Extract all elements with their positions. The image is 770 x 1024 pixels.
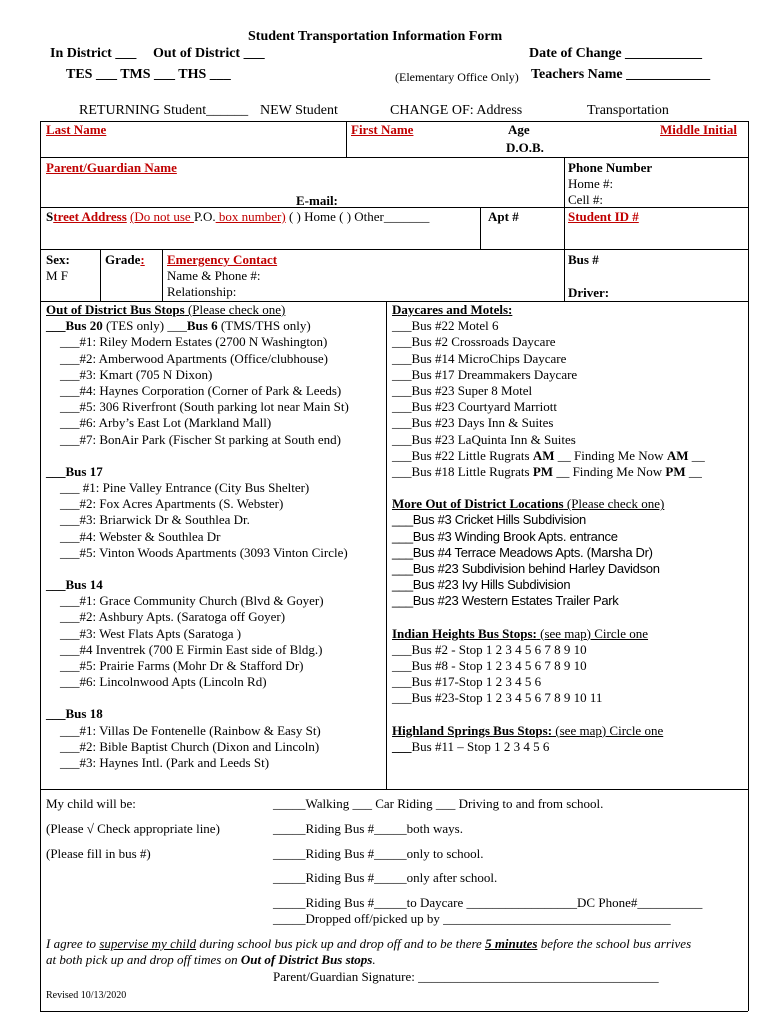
last-name-label: Last Name xyxy=(46,122,107,137)
bus20-stops-list xyxy=(46,334,349,447)
home-phone-label: Home #: xyxy=(568,176,614,191)
relationship-label: Relationship: xyxy=(167,284,237,299)
more-location-option[interactable]: ___Bus #23 Subdivision behind Harley Davidson xyxy=(392,561,660,577)
bus18-stops-list xyxy=(46,723,349,772)
option-text-segment: __ Finding Me Now xyxy=(553,464,666,480)
name-phone-label: Name & Phone #: xyxy=(167,268,261,283)
age-label: Age xyxy=(508,122,530,137)
bus14-stop-option[interactable]: ___#1: Grace Community Church (Blvd & Goyer) xyxy=(60,593,324,609)
date-of-change-field[interactable]: Date of Change ___________ xyxy=(529,46,703,61)
school-checkboxes[interactable]: TES ___ TMS ___ THS ___ xyxy=(66,67,231,82)
daycare-option[interactable]: ___Bus #17 Dreammakers Daycare xyxy=(392,366,578,382)
apt-label: Apt # xyxy=(488,209,519,224)
daycares-heading: Daycares and Motels: xyxy=(392,302,513,317)
more-location-option[interactable]: ___Bus #4 Terrace Meadows Apts. (Marsha Dr) xyxy=(392,544,653,560)
returning-student-option[interactable]: RETURNING Student______ xyxy=(79,103,249,118)
bus17-stop-option[interactable]: ___#2: Fox Acres Apartments (S. Webster) xyxy=(60,496,284,512)
bus20-stop-option[interactable]: ___#5: 306 Riverfront (South parking lot near Main St) xyxy=(60,399,349,415)
bus17-option[interactable]: ___Bus 17 xyxy=(46,463,103,479)
please-check-note: (Please √ Check appropriate line) xyxy=(46,821,220,836)
indian-heights-stop-option[interactable]: ___Bus #2 - Stop 1 2 3 4 5 6 7 8 9 10 xyxy=(392,641,587,657)
highland-bus11-option[interactable]: ___Bus #11 – Stop 1 2 3 4 5 6 xyxy=(392,738,550,754)
emergency-contact-label: Emergency Contact xyxy=(167,252,278,267)
daycare-option[interactable]: ___Bus #23 Courtyard Marriott xyxy=(392,399,558,415)
option-text-segment: (TMS/THS only) xyxy=(217,318,311,334)
revised-date: Revised 10/13/2020 xyxy=(46,990,127,1001)
bus14-stop-option[interactable]: ___#3: West Flats Apts (Saratoga ) xyxy=(60,625,242,641)
more-locations-heading: More Out of District Locations (Please check one) xyxy=(392,496,665,512)
bus20-stop-option[interactable]: ___#4: Haynes Corporation (Corner of Park & Leeds) xyxy=(60,383,342,399)
bus20-stop-option[interactable]: ___#7: BonAir Park (Fischer St parking at South end) xyxy=(60,431,341,447)
elementary-office-note: (Elementary Office Only) xyxy=(395,70,519,84)
rugrats-pm-option[interactable] xyxy=(392,464,705,480)
change-of-address-option[interactable]: CHANGE OF: Address xyxy=(390,103,523,118)
bus14-stops-list xyxy=(46,593,349,690)
option-text-segment: __ xyxy=(688,447,705,463)
more-location-option[interactable]: ___Bus #23 Western Estates Trailer Park xyxy=(392,593,619,609)
option-text-segment: ___Bus #22 Little Rugrats xyxy=(392,447,533,463)
option-text-segment: ___Bus 20 xyxy=(46,318,103,334)
dropped-off-option[interactable]: _____Dropped off/picked up by ___________________________________ xyxy=(273,911,671,926)
bus17-stop-option[interactable]: ___#5: Vinton Woods Apartments (3093 Vinton Circle) xyxy=(60,544,348,560)
please-fill-note: (Please fill in bus #) xyxy=(46,846,151,861)
parent-signature-field[interactable]: Parent/Guardian Signature: _____________________________________ xyxy=(273,969,659,984)
in-district-field[interactable]: In District ___ xyxy=(50,46,137,61)
bus14-stop-option[interactable]: ___#5: Prairie Farms (Mohr Dr & Stafford Dr) xyxy=(60,658,304,674)
middle-initial-label: Middle Initial xyxy=(660,122,737,137)
riding-only-to-school-option[interactable]: _____Riding Bus #_____only to school. xyxy=(273,846,484,861)
daycare-option[interactable]: ___Bus #23 Days Inn & Suites xyxy=(392,415,554,431)
rugrats-am-option[interactable] xyxy=(392,448,705,464)
daycare-option[interactable]: ___Bus #22 Motel 6 xyxy=(392,318,499,334)
bus17-stops-list xyxy=(46,480,349,561)
my-child-label: My child will be: xyxy=(46,796,136,811)
daycare-option[interactable]: ___Bus #14 MicroChips Daycare xyxy=(392,350,567,366)
parent-guardian-name-label: Parent/Guardian Name xyxy=(46,160,177,175)
option-text-segment: PM xyxy=(532,464,554,480)
bus20-stop-option[interactable]: ___#3: Kmart (705 N Dixon) xyxy=(60,366,213,382)
bus20-bus6-options[interactable] xyxy=(46,318,349,334)
bus14-stop-option[interactable]: ___#2: Ashbury Apts. (Saratoga off Goyer) xyxy=(60,609,286,625)
first-name-label: First Name xyxy=(351,122,414,137)
riding-both-ways-option[interactable]: _____Riding Bus #_____both ways. xyxy=(273,821,463,836)
bus14-stop-option[interactable]: ___#6: Lincolnwood Apts (Lincoln Rd) xyxy=(60,674,267,690)
bus18-stop-option[interactable]: ___#1: Villas De Fontenelle (Rainbow & Easy St) xyxy=(60,722,321,738)
daycare-option[interactable]: ___Bus #23 LaQuinta Inn & Suites xyxy=(392,431,576,447)
bus14-stop-option[interactable]: ___#4 Inventrek (700 E Firmin East side of Bldg.) xyxy=(60,641,323,657)
indian-heights-stop-option[interactable]: ___Bus #23-Stop 1 2 3 4 5 6 7 8 9 10 11 xyxy=(392,690,603,706)
bus18-stop-option[interactable]: ___#2: Bible Baptist Church (Dixon and Lincoln) xyxy=(60,738,320,754)
option-text-segment: Bus 6 xyxy=(186,318,218,334)
agreement-line-1: I agree to supervise my child during school bus pick up and drop off and to be there 5 minutes before the school bus arrives xyxy=(46,936,692,951)
option-text-segment: AM xyxy=(666,447,689,463)
option-text-segment: __ Finding Me Now xyxy=(554,447,667,463)
dob-label: D.O.B. xyxy=(506,140,544,155)
form-title: Student Transportation Information Form xyxy=(248,29,503,44)
indian-heights-heading: Indian Heights Bus Stops: (see map) Circle one xyxy=(392,625,649,641)
grade-label: Grade: xyxy=(105,252,145,267)
bus-number-label: Bus # xyxy=(568,252,599,267)
daycare-option[interactable]: ___Bus #23 Super 8 Motel xyxy=(392,383,533,399)
street-address-label: Street Address (Do not use P.O. box number) ( ) Home ( ) Other_______ xyxy=(46,209,430,224)
new-student-option[interactable]: NEW Student xyxy=(260,103,338,118)
email-label: E-mail: xyxy=(296,193,338,208)
daycare-list xyxy=(392,318,705,448)
riding-only-after-school-option[interactable]: _____Riding Bus #_____only after school. xyxy=(273,870,498,885)
option-text-segment: __ xyxy=(685,464,702,480)
more-location-option[interactable]: ___Bus #3 Winding Brook Apts. entrance xyxy=(392,528,618,544)
option-text-segment: AM xyxy=(532,447,555,463)
bus18-stop-option[interactable]: ___#3: Haynes Intl. (Park and Leeds St) xyxy=(60,755,270,771)
option-text-segment: ___Bus #18 Little Rugrats xyxy=(392,464,533,480)
indian-heights-list xyxy=(392,642,705,707)
bus17-stop-option[interactable]: ___#4: Webster & Southlea Dr xyxy=(60,528,221,544)
more-locations-list xyxy=(392,512,705,609)
transportation-option[interactable]: Transportation xyxy=(587,103,669,118)
student-id-label: Student ID # xyxy=(568,209,639,224)
bus20-stop-option[interactable]: ___#2: Amberwood Apartments (Office/clubhouse) xyxy=(60,350,329,366)
out-of-district-bus-stops xyxy=(46,302,349,771)
phone-number-label: Phone Number xyxy=(568,160,653,175)
walking-car-driving-option[interactable]: _____Walking ___ Car Riding ___ Driving to and from school. xyxy=(273,796,604,811)
bus17-stop-option[interactable]: ___ #1: Pine Valley Entrance (City Bus Shelter) xyxy=(60,480,310,496)
driver-label: Driver: xyxy=(568,285,610,300)
bus17-stop-option[interactable]: ___#3: Briarwick Dr & Southlea Dr. xyxy=(60,512,250,528)
option-text-segment: PM xyxy=(665,464,686,480)
agreement-line-2: at both pick up and drop off times on Out of District Bus stops. xyxy=(46,952,376,967)
teachers-name-field[interactable]: Teachers Name ____________ xyxy=(531,67,711,82)
sex-options[interactable]: M F xyxy=(46,268,69,283)
riding-to-daycare-option[interactable]: _____Riding Bus #_____to Daycare _________________DC Phone#__________ xyxy=(273,895,703,910)
out-of-district-heading: Out of District Bus Stops (Please check one) xyxy=(46,302,286,317)
indian-heights-stop-option[interactable]: ___Bus #17-Stop 1 2 3 4 5 6 xyxy=(392,674,542,690)
cell-phone-label: Cell #: xyxy=(568,192,604,207)
highland-springs-heading: Highland Springs Bus Stops: (see map) Circle one xyxy=(392,722,664,738)
option-text-segment: (TES only) ___ xyxy=(102,318,187,334)
bus18-option[interactable]: ___Bus 18 xyxy=(46,706,103,722)
daycares-and-locations xyxy=(392,302,705,755)
bus14-option[interactable]: ___Bus 14 xyxy=(46,577,103,593)
daycare-option[interactable]: ___Bus #2 Crossroads Daycare xyxy=(392,334,556,350)
bus20-stop-option[interactable]: ___#1: Riley Modern Estates (2700 N Washington) xyxy=(60,334,328,350)
more-location-option[interactable]: ___Bus #23 Ivy Hills Subdivision xyxy=(392,577,571,593)
out-of-district-field[interactable]: Out of District ___ xyxy=(153,46,265,61)
bus20-stop-option[interactable]: ___#6: Arby’s East Lot (Markland Mall) xyxy=(60,415,272,431)
indian-heights-stop-option[interactable]: ___Bus #8 - Stop 1 2 3 4 5 6 7 8 9 10 xyxy=(392,658,587,674)
sex-label: Sex: xyxy=(46,252,70,267)
more-location-option[interactable]: ___Bus #3 Cricket Hills Subdivision xyxy=(392,512,586,528)
